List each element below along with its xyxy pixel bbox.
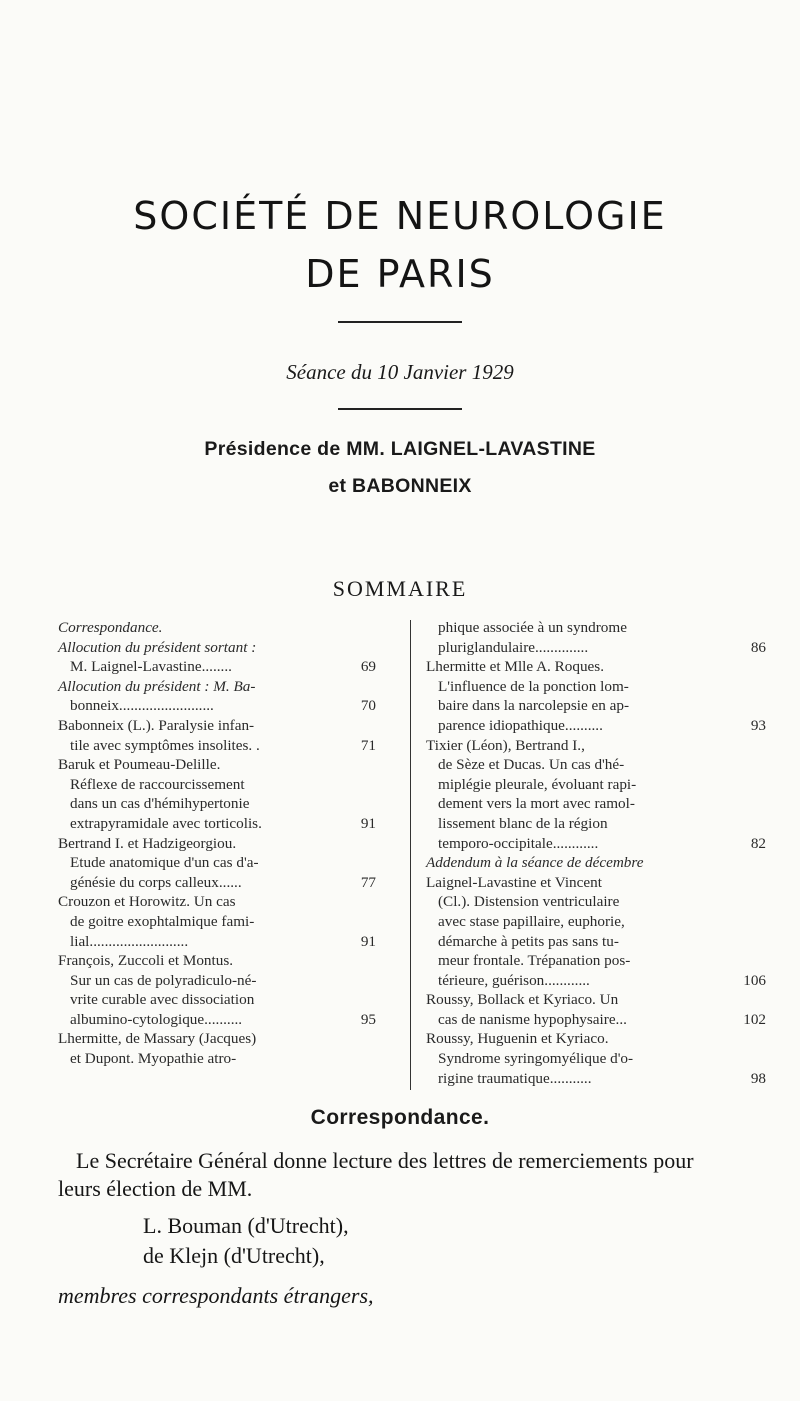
toc-entry bbox=[426, 755, 766, 775]
toc-page-number: 98 bbox=[750, 1069, 766, 1087]
toc-entry bbox=[426, 1069, 766, 1089]
toc-entry-text: parence idiopathique.......... bbox=[438, 716, 603, 734]
toc-entry bbox=[426, 853, 766, 873]
toc-entry bbox=[58, 1049, 376, 1069]
toc-entry-text: Bertrand I. et Hadzigeorgiou. bbox=[58, 834, 237, 852]
toc-entry-text: rigine traumatique........... bbox=[438, 1069, 592, 1087]
toc-entry bbox=[58, 657, 376, 677]
toc-page-number: 106 bbox=[743, 971, 766, 989]
toc-entry bbox=[58, 716, 376, 736]
toc-entry-text: Tixier (Léon), Bertrand I., bbox=[426, 736, 585, 754]
toc-page-number: 82 bbox=[750, 834, 766, 852]
toc-entry bbox=[426, 677, 766, 697]
toc-entry bbox=[426, 892, 766, 912]
toc-entry bbox=[58, 892, 376, 912]
toc-entry-text: baire dans la narcolepsie en ap- bbox=[438, 697, 630, 715]
toc-entry-text: Lhermitte et Mlle A. Roques. bbox=[426, 658, 605, 676]
toc-entry bbox=[426, 657, 766, 677]
member-entry: de Klejn (d'Utrecht), bbox=[143, 1243, 325, 1268]
toc-entry-text: L'influence de la ponction lom- bbox=[438, 677, 629, 695]
presidency-line-2: et BABONNEIX bbox=[328, 475, 472, 497]
toc-entry bbox=[58, 755, 376, 775]
toc-page-number: 77 bbox=[360, 873, 376, 891]
toc-entry-text: (Cl.). Distension ventriculaire bbox=[438, 893, 620, 911]
toc-entry bbox=[426, 794, 766, 814]
toc-entry-text: et Dupont. Myopathie atro- bbox=[70, 1050, 237, 1068]
toc-entry-text: Allocution du président : M. Ba- bbox=[58, 677, 256, 695]
date-rule bbox=[338, 408, 462, 410]
toc-entry-text: Etude anatomique d'un cas d'a- bbox=[70, 854, 259, 872]
toc-entry bbox=[426, 912, 766, 932]
body-line: Le Secrétaire Général donne lecture des lettres de remerciements pour bbox=[76, 1148, 694, 1173]
presidency-line: Présidence de MM. LAIGNEL-LAVASTINE bbox=[204, 438, 596, 460]
toc-entry-text: miplégie pleurale, évoluant rapi- bbox=[438, 775, 637, 793]
toc-page-number: 71 bbox=[360, 736, 376, 754]
toc-entry bbox=[58, 677, 376, 697]
toc-entry bbox=[426, 618, 766, 638]
toc-entry bbox=[426, 716, 766, 736]
toc-entry bbox=[426, 834, 766, 854]
toc-entry-text: de goitre exophtalmique fami- bbox=[70, 912, 255, 930]
toc-entry-text: Correspondance. bbox=[58, 619, 163, 636]
toc-entry-text: bonneix......................... bbox=[70, 697, 214, 715]
toc-entry bbox=[58, 873, 376, 893]
toc-entry-text: phique associée à un syndrome bbox=[438, 619, 627, 636]
title-rule bbox=[338, 321, 462, 323]
toc-page-number: 69 bbox=[360, 658, 376, 676]
toc-entry-text: Addendum à la séance de décembre bbox=[426, 854, 644, 872]
toc-entry-text: M. Laignel-Lavastine........ bbox=[70, 658, 232, 676]
toc-entry bbox=[426, 696, 766, 716]
toc-entry-text: Sur un cas de polyradiculo-né- bbox=[70, 971, 257, 989]
toc-page-number: 102 bbox=[743, 1010, 766, 1028]
toc-entry bbox=[426, 814, 766, 834]
toc-entry-text: génésie du corps calleux...... bbox=[70, 873, 242, 891]
toc-entry bbox=[426, 971, 766, 991]
member-entry: L. Bouman (d'Utrecht), bbox=[143, 1213, 349, 1238]
toc-entry bbox=[58, 834, 376, 854]
body-line: leurs élection de MM. bbox=[58, 1176, 253, 1201]
society-title: SOCIÉTÉ DE NEUROLOGIE bbox=[133, 194, 667, 238]
toc-entry-text: François, Zuccoli et Montus. bbox=[58, 952, 234, 970]
toc-entry bbox=[58, 1010, 376, 1030]
toc-entry bbox=[58, 951, 376, 971]
toc-entry-text: Laignel-Lavastine et Vincent bbox=[426, 873, 602, 891]
toc-entry bbox=[426, 990, 766, 1010]
toc-entry bbox=[58, 912, 376, 932]
toc-entry bbox=[426, 932, 766, 952]
toc-entry-text: de Sèze et Ducas. Un cas d'hé- bbox=[438, 756, 625, 774]
toc-page-number: 93 bbox=[750, 716, 766, 734]
toc-entry bbox=[58, 638, 376, 658]
toc-entry bbox=[426, 873, 766, 893]
summary-heading: SOMMAIRE bbox=[332, 576, 468, 601]
toc-entry bbox=[58, 618, 376, 638]
toc-entry-text: albumino-cytologique.......... bbox=[70, 1010, 243, 1028]
toc-entry-text: Réflexe de raccourcissement bbox=[70, 775, 245, 793]
toc-entry-text: démarche à petits pas sans tu- bbox=[438, 932, 619, 950]
toc-entry-text: tile avec symptômes insolites. . bbox=[70, 736, 260, 754]
toc-entry bbox=[58, 932, 376, 952]
toc-entry-text: pluriglandulaire.............. bbox=[438, 638, 589, 656]
toc-entry bbox=[426, 775, 766, 795]
toc-entry bbox=[58, 794, 376, 814]
toc-entry bbox=[426, 1049, 766, 1069]
toc-page-number: 95 bbox=[360, 1010, 376, 1028]
toc-entry-text: Allocution du président sortant : bbox=[58, 638, 257, 656]
toc-page-number: 91 bbox=[360, 932, 376, 950]
summary-column-right bbox=[426, 618, 766, 1088]
toc-entry bbox=[426, 951, 766, 971]
society-title-city: DE PARIS bbox=[305, 252, 495, 296]
toc-entry bbox=[58, 814, 376, 834]
toc-page-number: 70 bbox=[360, 697, 376, 715]
toc-entry-text: Crouzon et Horowitz. Un cas bbox=[58, 893, 236, 911]
toc-entry-text: cas de nanisme hypophysaire... bbox=[438, 1010, 627, 1028]
toc-entry-text: Lhermitte, de Massary (Jacques) bbox=[58, 1030, 257, 1048]
correspondance-heading: Correspondance. bbox=[310, 1106, 490, 1129]
toc-entry bbox=[426, 736, 766, 756]
toc-entry-text: vrite curable avec dissociation bbox=[70, 991, 255, 1009]
toc-entry bbox=[58, 853, 376, 873]
toc-entry-text: Roussy, Huguenin et Kyriaco. bbox=[426, 1030, 609, 1048]
toc-entry bbox=[58, 736, 376, 756]
toc-entry bbox=[426, 1029, 766, 1049]
toc-page-number: 91 bbox=[360, 814, 376, 832]
toc-entry-text: lial.......................... bbox=[70, 932, 189, 950]
toc-entry-text: extrapyramidale avec torticolis. bbox=[70, 814, 262, 832]
toc-entry-text: térieure, guérison............ bbox=[438, 971, 590, 989]
toc-entry bbox=[58, 990, 376, 1010]
toc-entry-text: Syndrome syringomyélique d'o- bbox=[438, 1050, 634, 1068]
toc-entry-text: dement vers la mort avec ramol- bbox=[438, 795, 635, 813]
toc-entry bbox=[58, 971, 376, 991]
toc-entry-text: lissement blanc de la région bbox=[438, 814, 608, 832]
toc-entry-text: Baruk et Poumeau-Delille. bbox=[58, 756, 221, 774]
toc-entry bbox=[426, 1010, 766, 1030]
toc-page-number: 86 bbox=[750, 638, 766, 656]
column-divider bbox=[410, 620, 411, 1090]
toc-entry bbox=[58, 1029, 376, 1049]
toc-entry-text: dans un cas d'hémihypertonie bbox=[70, 795, 250, 813]
summary-column-left bbox=[58, 618, 376, 1069]
toc-entry-text: temporo-occipitale............ bbox=[438, 834, 599, 852]
toc-entry-text: Babonneix (L.). Paralysie infan- bbox=[58, 716, 255, 734]
body-line-italic: membres correspondants étrangers, bbox=[58, 1283, 374, 1308]
toc-entry-text: meur frontale. Trépanation pos- bbox=[438, 952, 631, 970]
session-date: Séance du 10 Janvier 1929 bbox=[286, 360, 514, 384]
toc-entry-text: Roussy, Bollack et Kyriaco. Un bbox=[426, 991, 619, 1009]
toc-entry bbox=[426, 638, 766, 658]
toc-entry bbox=[58, 696, 376, 716]
toc-entry bbox=[58, 775, 376, 795]
toc-entry-text: avec stase papillaire, euphorie, bbox=[438, 912, 625, 930]
